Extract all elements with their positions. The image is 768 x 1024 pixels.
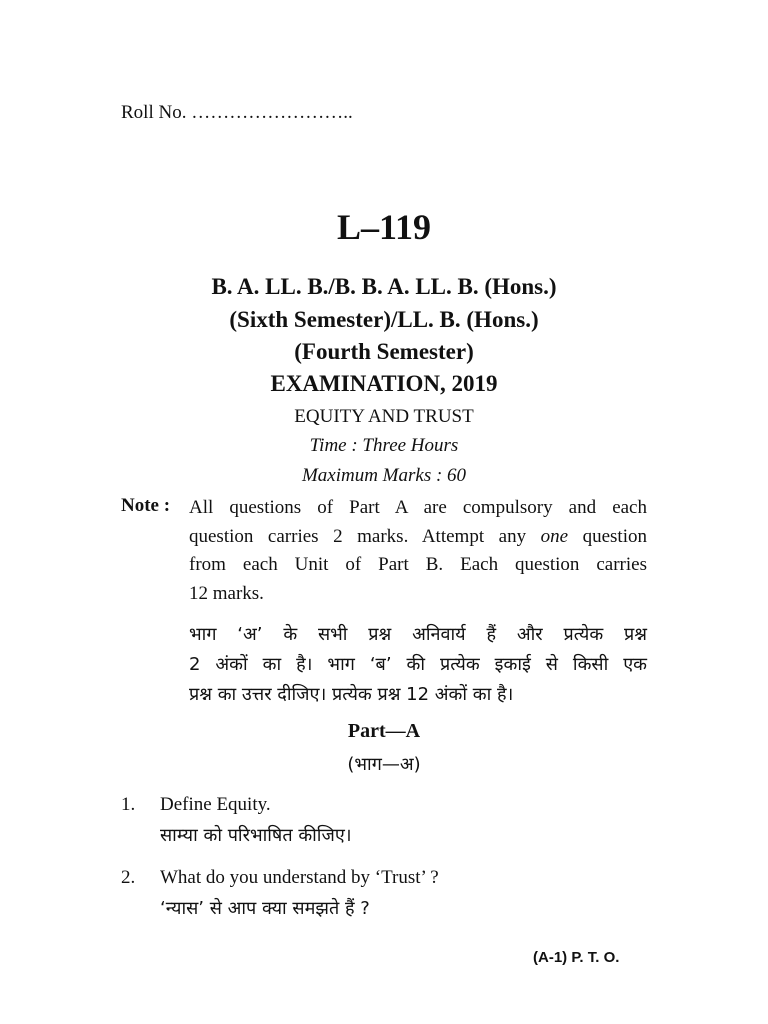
part-title: Part—A bbox=[347, 720, 421, 742]
note-hindi-line: 2 अंकों का है। भाग ‘ब’ की प्रत्येक इकाई से किसी एक bbox=[189, 654, 647, 675]
question-hindi: साम्या को परिभाषित कीजिए। bbox=[160, 825, 352, 846]
note-line: from each Unit of Part B. Each question carries bbox=[189, 554, 647, 575]
maximum-marks: Maximum Marks : 60 bbox=[301, 465, 467, 486]
time-allowed: Time : Three Hours bbox=[309, 435, 459, 456]
question-number: 1. bbox=[121, 794, 136, 815]
part-title-hindi: (भाग—अ) bbox=[347, 754, 421, 775]
note-line: 12 marks. bbox=[189, 582, 264, 604]
question-text: What do you understand by ‘Trust’ ? bbox=[160, 867, 439, 888]
page-footer: (A-1) P. T. O. bbox=[533, 949, 620, 966]
note-line: All questions of Part A are compulsory and each bbox=[189, 497, 647, 518]
note-hindi bbox=[189, 620, 647, 710]
examination-year: EXAMINATION, 2019 bbox=[270, 371, 498, 396]
note-hindi-line: भाग ‘अ’ के सभी प्रश्न अनिवार्य हैं और प्रत्येक प्रश्न bbox=[189, 624, 647, 645]
note-line: question carries 2 marks. Attempt any one question bbox=[189, 525, 647, 547]
note-english bbox=[189, 494, 647, 608]
paper-code: L–119 bbox=[336, 207, 432, 247]
question-number: 2. bbox=[121, 867, 136, 888]
note-hindi-line: प्रश्न का उत्तर दीजिए। प्रत्येक प्रश्न 12 अंकों का है। bbox=[189, 684, 514, 705]
subject-title: EQUITY AND TRUST bbox=[294, 406, 474, 427]
course-line-2: (Sixth Semester)/LL. B. (Hons.) bbox=[229, 307, 539, 332]
question-hindi: ‘न्यास’ से आप क्या समझते हैं ? bbox=[160, 898, 370, 919]
note-label: Note : bbox=[121, 495, 171, 516]
course-line-3: (Fourth Semester) bbox=[294, 339, 474, 364]
question-text: Define Equity. bbox=[160, 794, 271, 815]
course-line-1: B. A. LL. B./B. B. A. LL. B. (Hons.) bbox=[211, 274, 557, 299]
roll-number: Roll No. …………………….. bbox=[121, 102, 353, 123]
